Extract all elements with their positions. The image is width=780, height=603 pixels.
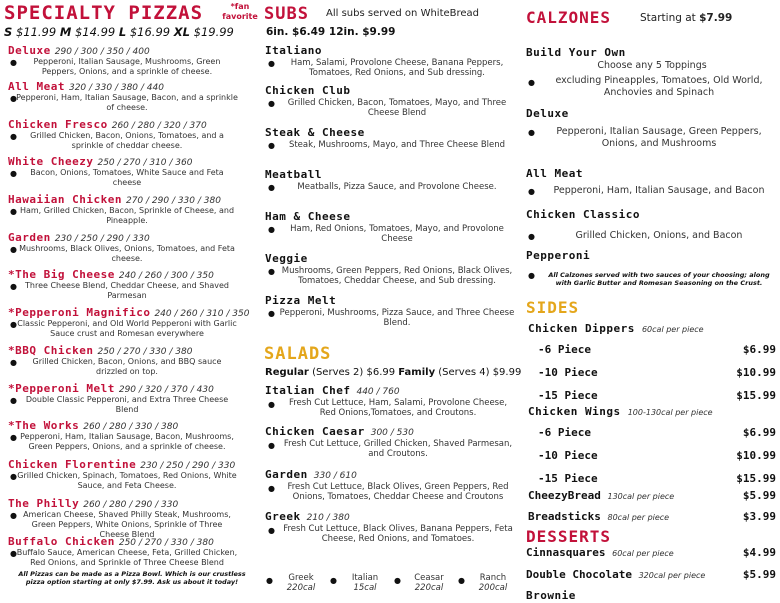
cheezybread-row: CheezyBread 130cal per piece $5.99	[528, 489, 776, 502]
calzone-build-desc: Choose any 5 Toppings	[597, 60, 707, 71]
salad-item-label: Greek	[265, 510, 301, 523]
bullet-icon: ●	[10, 245, 17, 254]
dressing-item	[470, 573, 516, 593]
pizza-item-calories: 230 / 250 / 290 / 330	[140, 461, 236, 471]
salads-sizes: Regular (Serves 2) $6.99 Family (Serves 4) $9.99	[265, 367, 522, 378]
dressing-calories: 200cal	[478, 583, 508, 593]
pizza-item-desc: American Cheese, Shaved Philly Steak, Mushrooms, Green Peppers, White Onions, Sprinkle of Three Cheese Blend	[23, 510, 231, 539]
pizza-item-calories: 250 / 270 / 330 / 380	[97, 347, 193, 357]
sides-title: SIDES	[526, 298, 580, 317]
pizza-item-name	[8, 193, 221, 206]
subs-salads-column	[262, 0, 522, 603]
pizza-item-name	[8, 44, 150, 57]
pizza-item-desc: Pepperoni, Ham, Italian Sausage, Bacon, and a sprinkle of cheese.	[16, 93, 238, 112]
pizza-item-calories: 260 / 280 / 290 / 330	[83, 500, 179, 510]
pizza-item-desc: Bacon, Onions, Tomatoes, White Sauce and Feta cheese	[30, 168, 224, 187]
sub-item-desc: Ham, Red Onions, Tomatoes, Mayo, and Provolone Cheese	[290, 224, 504, 244]
pizza-item-label: Chicken Florentine	[8, 458, 137, 471]
bullet-icon: ●	[266, 576, 273, 585]
piece-price: $6.99	[742, 426, 776, 439]
pizza-item-calories: 240 / 260 / 310 / 350	[154, 309, 250, 319]
dressing-name: Greek	[288, 573, 314, 583]
dressing-item	[342, 573, 388, 593]
piece-label: -10 Piece	[538, 449, 598, 462]
pizza-item-label: *The Big Cheese	[8, 268, 115, 281]
subs-title: SUBS	[264, 4, 309, 24]
pizza-item-calories: 250 / 270 / 330 / 380	[118, 538, 214, 548]
piece-label: -15 Piece	[538, 389, 598, 402]
salad-item-label: Chicken Caesar	[265, 425, 365, 438]
dressing-name: Italian	[351, 573, 379, 583]
calzone-note: All Calzones served with two sauces of your choosing; along with Garlic Butter and Romesan Seasoning on the Crust.	[548, 271, 770, 287]
pizza-bowl-note: All Pizzas can be made as a Pizza Bowl. Which is our crustless pizza option starting at only $7.99. Ask us about it today!	[18, 570, 246, 586]
pizza-item-name	[8, 419, 178, 432]
chicken-dippers: Chicken Dippers 60cal per piece	[528, 322, 704, 335]
specialty-pizzas-column	[0, 0, 258, 603]
bullet-icon: ●	[10, 58, 17, 67]
dressing-name: Ranch	[479, 573, 507, 583]
sub-item-name: Meatball	[265, 168, 322, 181]
calzone-chicken-classico: Chicken Classico	[526, 208, 640, 221]
pizza-item-desc: Grilled Chicken, Bacon, Onions, Tomatoes, and a sprinkle of cheddar cheese.	[30, 131, 224, 150]
sub-item-name: Veggie	[265, 252, 308, 265]
pizza-item-label: Garden	[8, 231, 51, 244]
bullet-icon: ●	[268, 484, 275, 493]
calzones-starting: Starting at $7.99	[640, 12, 733, 24]
chicken-wings: Chicken Wings 100-130cal per piece	[528, 405, 713, 418]
bullet-icon: ●	[10, 472, 17, 481]
bullet-icon: ●	[268, 183, 275, 192]
dressing-calories: 220cal	[414, 583, 444, 593]
bullet-icon: ●	[330, 576, 337, 585]
brownie-name-line2: Brownie	[526, 589, 576, 602]
bullet-icon: ●	[10, 549, 17, 558]
piece-price: $10.99	[736, 449, 776, 462]
bullet-icon: ●	[528, 128, 535, 137]
bullet-icon: ●	[10, 94, 17, 103]
calzone-build-your-own: Build Your Own	[526, 46, 626, 59]
bullet-icon: ●	[528, 232, 535, 241]
breadsticks-row: Breadsticks 80cal per piece $3.99	[528, 510, 776, 523]
piece-label: -6 Piece	[538, 426, 591, 439]
calzone-build-desc2: excluding Pineapples, Tomatoes, Old World, Anchovies and Spinach	[555, 75, 763, 98]
pizza-item-desc: Pepperoni, Ham, Italian Sausage, Bacon, Mushrooms, Green Peppers, Onions, and a sprinkle of cheese.	[20, 432, 234, 451]
pizza-item-calories: 270 / 290 / 330 / 380	[125, 196, 221, 206]
salad-item-name	[265, 510, 350, 523]
pizza-item-label: White Cheezy	[8, 155, 94, 168]
pizza-item-name	[8, 535, 214, 548]
pizza-item-desc: Buffalo Sauce, American Cheese, Feta, Grilled Chicken, Red Onions, and Sprinkle of Three Cheese Blend	[16, 548, 238, 567]
dressing-name: Ceasar	[414, 573, 444, 583]
pizza-item-desc: Grilled Chicken, Spinach, Tomatoes, Red Onions, White Sauce, and Feta Cheese.	[17, 471, 237, 490]
pizza-item-calories: 290 / 320 / 370 / 430	[118, 385, 214, 395]
sub-item-name: Chicken Club	[265, 84, 351, 97]
salad-item-calories: 210 / 380	[306, 513, 350, 523]
pizza-item-label: *BBQ Chicken	[8, 344, 94, 357]
salad-item-desc: Fresh Cut Lettuce, Ham, Salami, Provolone Cheese, Red Onions,Tomatoes, and Croutons.	[288, 398, 508, 418]
specialty-pizzas-title: SPECIALTY PIZZAS	[4, 2, 204, 24]
bullet-icon: ●	[10, 132, 17, 141]
pizza-item-label: Chicken Fresco	[8, 118, 108, 131]
pizza-item-label: Deluxe	[8, 44, 51, 57]
pizza-size-prices: S $11.99 M $14.99 L $16.99 XL $19.99	[4, 25, 234, 39]
salad-item-name	[265, 425, 414, 438]
pizza-item-label: Hawaiian Chicken	[8, 193, 122, 206]
salad-item-name	[265, 384, 400, 397]
bullet-icon: ●	[268, 309, 275, 318]
bullet-icon: ●	[10, 320, 17, 329]
sub-item-desc: Mushrooms, Green Peppers, Red Onions, Black Olives, Tomatoes, Cheddar Cheese, and Sub dressing.	[281, 266, 513, 286]
pizza-item-calories: 240 / 260 / 300 / 350	[118, 271, 214, 281]
pizza-item-label: *Pepperoni Melt	[8, 382, 115, 395]
brownie-row: Double Chocolate 320cal per piece $5.99	[526, 568, 776, 581]
bullet-icon: ●	[10, 358, 17, 367]
sub-item-name: Ham & Cheese	[265, 210, 351, 223]
bullet-icon: ●	[268, 267, 275, 276]
bullet-icon: ●	[528, 78, 535, 87]
salad-item-desc: Fresh Cut Lettuce, Black Olives, Banana Peppers, Feta Cheese, Red Onions, and Tomatoes.	[283, 524, 513, 544]
sub-item-desc: Ham, Salami, Provolone Cheese, Banana Peppers, Tomatoes, Red Onions, and Sub dressing.	[290, 58, 504, 78]
sub-item-name: Italiano	[265, 44, 322, 57]
salad-item-calories: 330 / 610	[313, 471, 357, 481]
subs-subtitle: All subs served on WhiteBread	[326, 8, 480, 19]
sub-item-name: Steak & Cheese	[265, 126, 365, 139]
pizza-item-name	[8, 382, 214, 395]
salads-title: SALADS	[264, 344, 332, 364]
pizza-item-label: *Pepperoni Magnifico	[8, 306, 151, 319]
bullet-icon: ●	[458, 576, 465, 585]
pizza-item-label: *The Works	[8, 419, 80, 432]
piece-price: $15.99	[736, 472, 776, 485]
pizza-item-desc: Mushrooms, Black Olives, Onions, Tomatoes, and Feta cheese.	[19, 244, 235, 263]
subs-sizes: 6in. $6.49 12in. $9.99	[266, 26, 396, 38]
bullet-icon: ●	[10, 207, 17, 216]
calzone-pepperoni: Pepperoni	[526, 249, 591, 262]
bullet-icon: ●	[268, 225, 275, 234]
fan-favorite-note: *fan favorite	[222, 2, 258, 21]
sub-item-desc: Meatballs, Pizza Sauce, and Provolone Cheese.	[297, 182, 497, 192]
sub-item-desc: Grilled Chicken, Bacon, Tomatoes, Mayo, and Three Cheese Blend	[287, 98, 507, 118]
pizza-item-name	[8, 155, 192, 168]
piece-price: $6.99	[742, 343, 776, 356]
bullet-icon: ●	[10, 169, 17, 178]
pizza-item-name	[8, 497, 178, 510]
calzones-title: CALZONES	[526, 8, 612, 27]
piece-price: $10.99	[736, 366, 776, 379]
salad-item-name	[265, 468, 357, 481]
pizza-item-desc: Ham, Grilled Chicken, Bacon, Sprinkle of Cheese, and Pineapple.	[19, 206, 235, 225]
bullet-icon: ●	[394, 576, 401, 585]
pizza-item-label: All Meat	[8, 80, 65, 93]
piece-label: -6 Piece	[538, 343, 591, 356]
salad-item-label: Garden	[265, 468, 308, 481]
bullet-icon: ●	[10, 433, 17, 442]
pizza-item-name	[8, 231, 150, 244]
bullet-icon: ●	[10, 282, 17, 291]
pizza-item-calories: 250 / 270 / 310 / 360	[97, 158, 193, 168]
bullet-icon: ●	[10, 511, 17, 520]
piece-label: -10 Piece	[538, 366, 598, 379]
salad-item-desc: Fresh Cut Lettuce, Grilled Chicken, Shaved Parmesan, and Croutons.	[283, 439, 513, 459]
bullet-icon: ●	[268, 141, 275, 150]
pizza-item-calories: 230 / 250 / 290 / 330	[54, 234, 150, 244]
pizza-item-desc: Pepperoni, Italian Sausage, Mushrooms, Green Peppers, Onions, and a sprinkle of cheese.	[33, 57, 221, 76]
pizza-item-desc: Grilled Chicken, Bacon, Onions, and BBQ sauce drizzled on top.	[32, 357, 222, 376]
pizza-item-label: Buffalo Chicken	[8, 535, 115, 548]
pizza-item-calories: 260 / 280 / 330 / 380	[83, 422, 179, 432]
bullet-icon: ●	[528, 187, 535, 196]
desserts-title: DESSERTS	[526, 527, 612, 546]
pizza-item-name	[8, 344, 192, 357]
piece-price: $15.99	[736, 389, 776, 402]
pizza-item-desc: Three Cheese Blend, Cheddar Cheese, and Shaved Parmesan	[25, 281, 229, 300]
bullet-icon: ●	[268, 59, 275, 68]
pizza-item-name	[8, 118, 207, 131]
calzone-deluxe: Deluxe	[526, 107, 569, 120]
pizza-item-desc: Double Classic Pepperoni, and Extra Three Cheese Blend	[25, 395, 229, 414]
pizza-item-calories: 320 / 330 / 380 / 440	[68, 83, 164, 93]
bullet-icon: ●	[268, 400, 275, 409]
salad-item-calories: 440 / 760	[356, 387, 400, 397]
bullet-icon: ●	[268, 441, 275, 450]
calzones-sides-desserts-column	[524, 0, 780, 603]
calzone-all-meat: All Meat	[526, 167, 583, 180]
sub-item-name: Pizza Melt	[265, 294, 337, 307]
dressing-calories: 15cal	[353, 583, 377, 593]
pizza-item-name	[8, 80, 164, 93]
pizza-item-calories: 260 / 280 / 320 / 370	[111, 121, 207, 131]
bullet-icon: ●	[10, 396, 17, 405]
pizza-item-name	[8, 306, 249, 319]
calzone-chicken-classico-desc: Grilled Chicken, Onions, and Bacon	[575, 230, 743, 241]
salad-item-desc: Fresh Cut Lettuce, Black Olives, Green Peppers, Red Onions, Tomatoes, Cheddar Cheese and Croutons	[287, 482, 509, 502]
calzone-deluxe-desc: Pepperoni, Italian Sausage, Green Peppers, Onions, and Mushrooms	[556, 126, 762, 149]
dressing-calories: 220cal	[286, 583, 316, 593]
piece-label: -15 Piece	[538, 472, 598, 485]
bullet-icon: ●	[528, 271, 535, 280]
salad-item-label: Italian Chef	[265, 384, 351, 397]
dressing-item	[278, 573, 324, 593]
bullet-icon: ●	[268, 99, 275, 108]
dressing-item	[406, 573, 452, 593]
calzone-all-meat-desc: Pepperoni, Ham, Italian Sausage, and Bacon	[553, 185, 765, 196]
pizza-item-desc: Classic Pepperoni, and Old World Pepperoni with Garlic Sauce crust and Romesan everywhere	[17, 319, 237, 338]
pizza-item-name	[8, 458, 235, 471]
pizza-item-label: The Philly	[8, 497, 80, 510]
cinnasquares-row: Cinnasquares 60cal per piece $4.99	[526, 546, 776, 559]
sub-item-desc: Pepperoni, Mushrooms, Pizza Sauce, and Three Cheese Blend.	[279, 308, 515, 328]
salad-item-calories: 300 / 530	[370, 428, 414, 438]
pizza-item-calories: 290 / 300 / 350 / 400	[54, 47, 150, 57]
bullet-icon: ●	[268, 526, 275, 535]
pizza-item-name	[8, 268, 214, 281]
sub-item-desc: Steak, Mushrooms, Mayo, and Three Cheese Blend	[288, 140, 506, 150]
